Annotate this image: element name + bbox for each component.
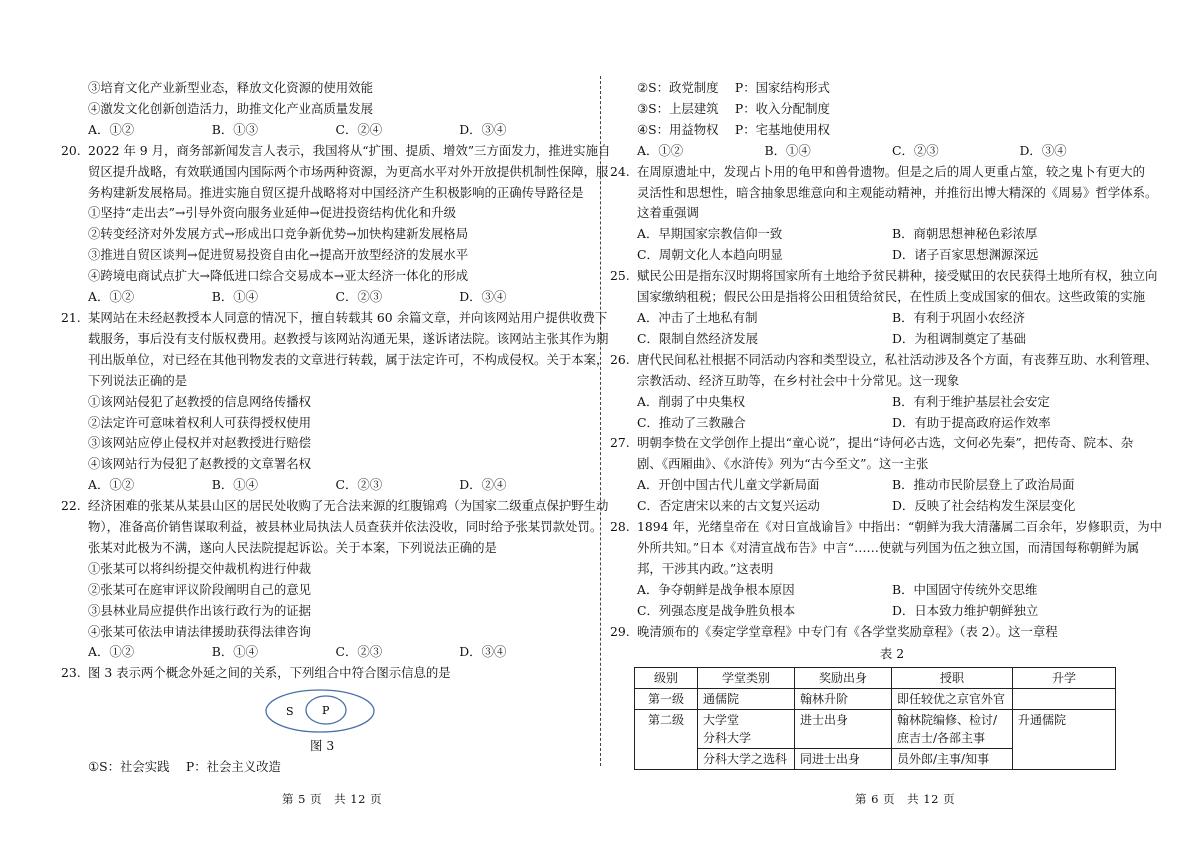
header-reward: 奖励出身 xyxy=(795,668,892,689)
question-stem: 国家缴纳租税；假民公田是指将公田租赁给贫民，在性质上变成国家的佃农。这些政策的实施 xyxy=(637,289,1146,305)
page-footer-right: 第 6 页 共 12 页 xyxy=(855,792,956,806)
options-row xyxy=(637,392,1147,413)
option-d: D．诸子百家思想渊源深远 xyxy=(892,247,1039,263)
statement-item: ②张某可在庭审评议阶段阐明自己的意见 xyxy=(88,581,312,597)
question-stem: 2022 年 9 月，商务部新闻发言人表示，我国将从“扩围、提质、增效”三方面发力，推进实施自 xyxy=(88,142,611,158)
question-25: 25. 赋民公田是指东汉时期将国家所有土地给予贫民耕种，接受赋田的农民获得土地所有权，独立向 国家缴纳租税；假民公田是指将公田租赁给贫民，在性质上变成国家的佃农。这些政策的实施 A．冲击了土地私有制 B．有利于巩固小农经济 C．限制自然经济发展 D．为租调制奠定了基础 xyxy=(637,266,1147,350)
question-stem: 务构建新发展格局。推进实施自贸区提升战略将对中国经济产生积极影响的正确传导路径是 xyxy=(88,184,584,200)
options-row xyxy=(88,642,583,663)
figure-3 xyxy=(88,684,583,736)
option-d: D．反映了社会结构发生深层变化 xyxy=(892,498,1076,514)
question-stem: 在周原遗址中，发现占卜用的龟甲和兽骨遗物。但是之后的周人更重占筮，较之鬼卜有更大的 xyxy=(637,163,1146,179)
option-b: B．①④ xyxy=(211,477,259,493)
cell xyxy=(1013,689,1116,710)
options-row xyxy=(88,287,583,308)
statement-item: ④S：用益物权 P：宅基地使用权 xyxy=(637,121,830,137)
cell: 分科大学之选科 xyxy=(698,749,795,770)
option-a: A．①② xyxy=(637,142,684,158)
statement-item: ④该网站行为侵犯了赵教授的文章署名权 xyxy=(88,456,312,472)
header-advance: 升学 xyxy=(1013,668,1116,689)
options-row xyxy=(88,120,583,141)
question-21: 21. 某网站在未经赵教授本人同意的情况下，擅自转载其 60 余篇文章，并向该网站用户提供收费下 载服务，事后没有支付版权费用。赵教授与该网站沟通无果，遂诉诸法院。该网站主张其作为期 刊出版单位，对已经在其他刊物发表的文章进行转载，属于法定许可，不构成侵权。关于本案， 下列说法正确的是 ①该网站侵犯了赵教授的信息网络传播权 ②法定许可意味着权利人可获得授权使用 ③该网站应停止侵权并对赵教授进行赔偿 ④该网站行为侵犯了赵教授的文章署名权 A．①② B．①④ C．②③ D．②④ xyxy=(88,308,583,496)
option-d: D．③④ xyxy=(459,289,507,305)
option-d: D．②④ xyxy=(459,477,507,493)
page-footer-left: 第 5 页 共 12 页 xyxy=(282,792,383,806)
cell-line: 翰林院编修、检讨/ xyxy=(897,713,998,728)
question-stem: 这着重强调 xyxy=(637,205,699,221)
text-line: ③培育文化产业新型业态，释放文化资源的使用效能 xyxy=(88,80,373,95)
statement-item: ①坚持“走出去”→引导外资向服务业延伸→促进投资结构优化和升级 xyxy=(88,205,456,221)
statement-item: ②法定许可意味着权利人可获得授权使用 xyxy=(88,414,312,430)
cell: 升通儒院 xyxy=(1013,710,1116,770)
option-b: B．推动市民阶层登上了政治局面 xyxy=(892,477,1075,493)
question-24: 24. 在周原遗址中，发现占卜用的龟甲和兽骨遗物。但是之后的周人更重占筮，较之鬼卜有更大的 灵活性和思想性，暗含抽象思维意向和主观能动精神，并推衍出博大精深的《周易》哲学体系。 这着重强调 A．早期国家宗教信仰一致 B．商朝思想神秘色彩浓厚 C．周朝文化人本趋向明显 D．诸子百家思想渊源深远 xyxy=(637,162,1147,267)
question-23: 23. 图 3 表示两个概念外延之间的关系，下列组合中符合图示信息的是 S P 图 3 ①S：社会实践 P：社会主义改造 xyxy=(88,663,583,778)
question-stem: 唐代民间私社根据不同活动内容和类型设立，私社活动涉及各个方面，有丧葬互助、水利管理、 xyxy=(637,351,1158,367)
question-stem: 下列说法正确的是 xyxy=(88,372,188,388)
option-b: B．有利于维护基层社会安定 xyxy=(892,393,1050,409)
statement-item: ②S：政党制度 P：国家结构形式 xyxy=(637,80,830,95)
options-row xyxy=(88,475,583,496)
question-stem: 贸区提升战略，有效联通国内国际两个市场两种资源，为更高水平对外开放提供机制性保障，服 xyxy=(88,163,609,179)
option-a: A．冲击了土地私有制 xyxy=(637,309,758,325)
statement-item: ②转变经济对外发展方式→形成出口竞争新优势→加快构建新发展格局 xyxy=(88,226,469,242)
option-a: A．①② xyxy=(88,289,135,305)
venn-diagram xyxy=(264,688,376,734)
statement-item: ③该网站应停止侵权并对赵教授进行赔偿 xyxy=(88,435,312,451)
header-school-type: 学堂类别 xyxy=(698,668,795,689)
statement-item: ④张某可依法申请法律援助获得法律咨询 xyxy=(88,623,312,639)
options-row xyxy=(637,475,1147,496)
cell-line: 分科大学 xyxy=(703,731,752,746)
option-c: C．列强态度是战争胜负根本 xyxy=(637,602,796,618)
question-26: 26. 唐代民间私社根据不同活动内容和类型设立，私社活动涉及各个方面，有丧葬互助、水利管理、 宗教活动、经济互助等，在乡村社会中十分常见。这一现象 A．削弱了中央集权 B．有利于维护基层社会安定 C．推动了三教融合 D．有助于提高政府运作效率 xyxy=(637,350,1147,434)
question-stem: 剧、《西厢曲》、《水浒传》列为“古今至文”。这一主张 xyxy=(637,456,929,472)
option-c: C．周朝文化人本趋向明显 xyxy=(637,247,783,263)
figure-caption: 图 3 xyxy=(310,738,335,754)
table-header-row xyxy=(635,668,1116,689)
statement-item: ③S：上层建筑 P：收入分配制度 xyxy=(637,100,830,116)
question-20: 20. 2022 年 9 月，商务部新闻发言人表示，我国将从“扩围、提质、增效”三方面发力，推进实施自 贸区提升战略，有效联通国内国际两个市场两种资源，为更高水平对外开放提供机制性保障，服 务构建新发展格局。推进实施自贸区提升战略将对中国经济产生积极影响的正确传导路径是 ①坚持“走出去”→引导外资向服务业延伸→促进投资结构优化和升级 ②转变经济对外发展方式→形成出口竞争新优势→加快构建新发展格局 ③推进自贸区谈判→促进贸易投资自由化→提高开放型经济的发展水平 ④跨境电商试点扩大→降低进口综合交易成本→亚太经济一体化的形成 A．①② B．①④ C．②③ D．③④ xyxy=(88,141,583,308)
statement-item: ③推进自贸区谈判→促进贸易投资自由化→提高开放型经济的发展水平 xyxy=(88,247,469,263)
question-stem: 物），准备高价销售谋取利益，被县林业局执法人员查获并依法没收，同时给予张某罚款处罚。 xyxy=(88,519,603,535)
cell: 翰林升阶 xyxy=(795,689,892,710)
statement-item: ①该网站侵犯了赵教授的信息网络传播权 xyxy=(88,393,312,409)
cell: 通儒院 xyxy=(698,689,795,710)
options-row xyxy=(637,580,1147,601)
options-row xyxy=(637,496,1147,517)
options-row xyxy=(637,413,1147,434)
option-b: B．商朝思想神秘色彩浓厚 xyxy=(892,226,1038,242)
option-d: D．日本致力维护朝鲜独立 xyxy=(892,602,1039,618)
option-b: B．中国固守传统外交思维 xyxy=(892,581,1038,597)
table-row xyxy=(635,689,1116,710)
cell: 进士出身 xyxy=(795,710,892,749)
header-level: 级别 xyxy=(635,668,698,689)
options-row xyxy=(637,601,1147,622)
options-row xyxy=(637,224,1147,245)
table-caption: 表 2 xyxy=(879,646,905,662)
option-b: B．有利于巩固小农经济 xyxy=(892,309,1026,325)
statement-item: ④跨境电商试点扩大→降低进口综合交易成本→亚太经济一体化的形成 xyxy=(88,268,469,284)
options-row xyxy=(637,245,1147,266)
question-29: 29. 晚清颁布的《奏定学堂章程》中专门有《各学堂奖励章程》（表 2）。这一章程 表 2 级别 学堂类别 奖励出身 授职 升学 第一级 通儒院 翰林升阶 即任较优之京官外官 第二级 大学堂 分科大学 进士出身 翰林院编修、检讨/ 庶吉士/各部主事 升通儒院 分科大学之选科 同进士出身 员外郎/主事/知事 xyxy=(637,622,1147,771)
option-c: C．否定唐宋以来的古文复兴运动 xyxy=(637,498,820,514)
option-b: B．①④ xyxy=(764,142,811,158)
question-28: 28. 1894 年，光绪皇帝在《对日宣战谕旨》中指出：“朝鲜为我大清藩属二百余年，岁修职贡，为中 外所共知。”日本《对清宣战布告》中言“……使就与列国为伍之独立国，而清国每称朝鲜为属 邦，干涉其内政。”这表明 A．争夺朝鲜是战争根本原因 B．中国固守传统外交思维 C．列强态度是战争胜负根本 D．日本致力维护朝鲜独立 xyxy=(637,517,1147,622)
cell-line: 庶吉士/各部主事 xyxy=(897,731,986,746)
header-post: 授职 xyxy=(892,668,1013,689)
page-divider xyxy=(600,76,601,766)
option-c: C．②③ xyxy=(892,142,939,158)
option-c: C．②③ xyxy=(335,477,383,493)
option-a: A．争夺朝鲜是战争根本原因 xyxy=(637,581,795,597)
cell xyxy=(892,710,1013,749)
option-c: C．推动了三教融合 xyxy=(637,414,746,430)
question-22: 22. 经济困难的张某从某县山区的居民处收购了无合法来源的红腹锦鸡（为国家二级重点保护野生动 物），准备高价销售谋取利益，被县林业局执法人员查获并依法没收，同时给予张某罚款处罚。 张某对此极为不满，遂向人民法院提起诉讼。关于本案，下列说法正确的是 ①张某可以将纠纷提交仲裁机构进行仲裁 ②张某可在庭审评议阶段阐明自己的意见 ③县林业局应提供作出该行政行为的证据 ④张某可依法申请法律援助获得法律咨询 A．①② B．①④ C．②③ D．③④ xyxy=(88,496,583,663)
option-d: D．为租调制奠定了基础 xyxy=(892,330,1026,346)
cell: 员外郎/主事/知事 xyxy=(892,749,1013,770)
left-page xyxy=(61,78,611,778)
cell: 同进士出身 xyxy=(795,749,892,770)
option-a: A．①② xyxy=(88,644,135,660)
option-b: B．①④ xyxy=(211,644,259,660)
question-stem: 灵活性和思想性，暗含抽象思维意向和主观能动精神，并推衍出博大精深的《周易》哲学体系。 xyxy=(637,184,1158,200)
options-row xyxy=(637,329,1147,350)
question-stem: 宗教活动、经济互助等，在乡村社会中十分常见。这一现象 xyxy=(637,372,960,388)
question-stem: 图 3 表示两个概念外延之间的关系，下列组合中符合图示信息的是 xyxy=(88,665,451,681)
table-2 xyxy=(634,667,1116,770)
cell: 第二级 xyxy=(635,710,698,770)
statement-item: ③县林业局应提供作出该行政行为的证据 xyxy=(88,602,312,618)
option-d: D．③④ xyxy=(1019,142,1067,158)
question-stem: 明朝李贽在文学创作上提出“童心说”，提出“诗何必古选，文何必先秦”，把传奇、院本、杂 xyxy=(637,435,1134,451)
option-a: A．早期国家宗教信仰一致 xyxy=(637,226,783,242)
option-c: C．限制自然经济发展 xyxy=(637,330,758,346)
question-stem: 刊出版单位，对已经在其他刊物发表的文章进行转载，属于法定许可，不构成侵权。关于本案， xyxy=(88,351,609,367)
question-stem: 1894 年，光绪皇帝在《对日宣战谕旨》中指出：“朝鲜为我大清藩属二百余年，岁修职贡，为中 xyxy=(637,519,1163,535)
option-c: C．②③ xyxy=(335,289,383,305)
cell: 即任较优之京官外官 xyxy=(892,689,1013,710)
option-d: D．③④ xyxy=(459,644,507,660)
statement-item: ①S：社会实践 P：社会主义改造 xyxy=(88,759,281,775)
options-row xyxy=(637,141,1147,162)
options-row xyxy=(637,308,1147,329)
option-a: A．①② xyxy=(88,477,135,493)
statement-item: ①张某可以将纠纷提交仲裁机构进行仲裁 xyxy=(88,560,312,576)
question-stem: 邦，干涉其内政。”这表明 xyxy=(637,560,774,576)
option-c: C．②③ xyxy=(335,644,383,660)
question-stem: 赋民公田是指东汉时期将国家所有土地给予贫民耕种，接受赋田的农民获得土地所有权，独立向 xyxy=(637,268,1158,284)
right-page xyxy=(610,78,1163,770)
cell: 第一级 xyxy=(635,689,698,710)
inner-label: P xyxy=(322,704,330,718)
option-a: A．削弱了中央集权 xyxy=(637,393,746,409)
outer-label: S xyxy=(286,705,294,719)
option-c: C．②④ xyxy=(335,121,383,137)
option-b: B．①③ xyxy=(211,121,259,137)
cell-line: 大学堂 xyxy=(703,713,740,728)
option-a: A．开创中国古代儿童文学新局面 xyxy=(637,477,820,493)
question-stem: 载服务，事后没有支付版权费用。赵教授与该网站沟通无果，遂诉诸法院。该网站主张其作为期 xyxy=(88,330,609,346)
question-stem: 张某对此极为不满，遂向人民法院提起诉讼。关于本案，下列说法正确的是 xyxy=(88,539,497,555)
question-stem: 某网站在未经赵教授本人同意的情况下，擅自转载其 60 余篇文章，并向该网站用户提供收费下 xyxy=(88,309,608,325)
cell xyxy=(698,710,795,749)
question-stem: 经济困难的张某从某县山区的居民处收购了无合法来源的红腹锦鸡（为国家二级重点保护野生动 xyxy=(88,498,609,514)
option-d: D．③④ xyxy=(459,121,507,137)
question-27: 27. 明朝李贽在文学创作上提出“童心说”，提出“诗何必古选，文何必先秦”，把传奇、院本、杂 剧、《西厢曲》、《水浒传》列为“古今至文”。这一主张 A．开创中国古代儿童文学新局面 B．推动市民阶层登上了政治局面 C．否定唐宋以来的古文复兴运动 D．反映了社会结构发生深层变化 xyxy=(637,433,1147,517)
option-b: B．①④ xyxy=(211,289,259,305)
question-stem: 晚清颁布的《奏定学堂章程》中专门有《各学堂奖励章程》（表 2）。这一章程 xyxy=(637,623,1058,639)
question-stem: 外所共知。”日本《对清宣战布告》中言“……使就与列国为伍之独立国，而清国每称朝鲜为属 xyxy=(637,539,1140,555)
table-row xyxy=(635,710,1116,749)
option-a: A．①② xyxy=(88,121,135,137)
text-line: ④激发文化创新创造活力，助推文化产业高质量发展 xyxy=(88,100,373,116)
option-d: D．有助于提高政府运作效率 xyxy=(892,414,1051,430)
